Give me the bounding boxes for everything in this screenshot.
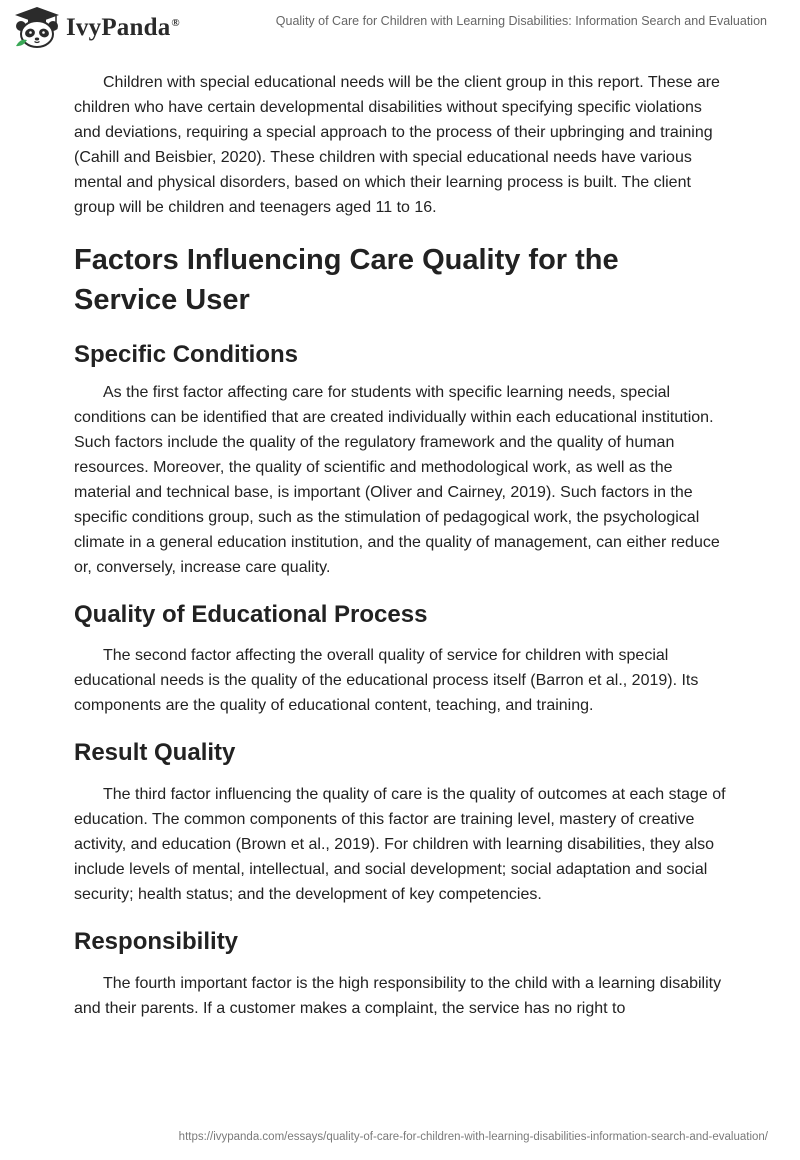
subsection-paragraph: The fourth important factor is the high responsibility to the child with a learning disability and their parents. If a customer makes a complaint, the service has no right to bbox=[74, 975, 722, 1017]
site-logo[interactable] bbox=[12, 6, 180, 50]
subsection-heading: Quality of Educational Process bbox=[74, 601, 428, 628]
subsection-heading: Result Quality bbox=[74, 739, 236, 766]
page-header bbox=[0, 0, 800, 60]
subsection-paragraph: The second factor affecting the overall quality of service for children with special educational needs is the quality of the educational process itself (Barron et al., 2019). Its components are the quality of educational content, teaching, and training. bbox=[74, 647, 699, 714]
source-url[interactable]: https://ivypanda.com/essays/quality-of-care-for-children-with-learning-disabilities-information-search-and-evaluation/ bbox=[178, 1131, 768, 1143]
document-body bbox=[74, 70, 726, 1021]
document-title: Quality of Care for Children with Learning Disabilities: Information Search and Evaluation bbox=[275, 14, 767, 28]
intro-paragraph: Children with special educational needs will be the client group in this report. These are children who have certain developmental disabilities without specifying specific violations and deviations, requiring a special approach to the process of their upbringing and training (Cahill and Beisbier, 2020). These children with special educational needs have various mental and physical disorders, based on which their learning process is built. The client group will be children and teenagers aged 11 to 16. bbox=[74, 74, 720, 216]
panda-logo-icon bbox=[12, 6, 62, 50]
subsection-heading: Specific Conditions bbox=[74, 341, 299, 368]
logo-wordmark: IvyPanda® bbox=[66, 14, 180, 41]
section-heading: Factors Influencing Care Quality for the Service User bbox=[74, 244, 619, 316]
subsection-paragraph: The third factor influencing the quality of care is the quality of outcomes at each stage of education. The common components of this factor are training level, mastery of creative activity, and education (Brown et al., 2019). For children with learning disabilities, they also include levels of mental, intellectual, and social development; social adaptation and social security; health status; and the development of key competencies. bbox=[74, 786, 726, 903]
subsection-paragraph: As the first factor affecting care for students with specific learning needs, special conditions can be identified that are created individually within each educational institution. Such factors include the quality of the regulatory framework and the quality of human resources. Moreover, the quality of scientific and methodological work, as well as the material and technical base, is important (Oliver and Cairney, 2019). Such factors in the specific conditions group, such as the stimulation of pedagogical work, the psychological climate in a general education institution, and the quality of management, can either reduce or, conversely, increase care quality. bbox=[74, 384, 720, 576]
subsection-heading: Responsibility bbox=[74, 928, 239, 955]
